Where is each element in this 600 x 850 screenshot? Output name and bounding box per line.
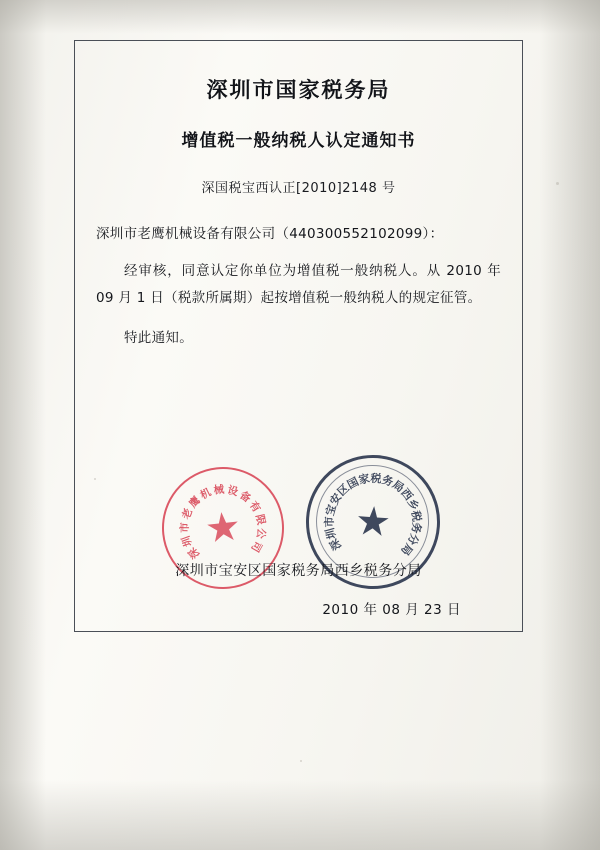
page-title: 深圳市国家税务局: [206, 78, 391, 102]
document-subtitle: 增值税一般纳税人认定通知书: [181, 131, 416, 151]
company-seal-ring-text: 深 圳 市 老 鹰 机 械 设 备 有 限 公 司: [178, 483, 268, 561]
tax-bureau-seal-ring-text: 深 圳 市 宝 安 区 国 家 税 务 局 西 乡 税 务 分 局: [322, 471, 424, 558]
issuing-authority: 深圳市宝安区国家税务局西乡税务分局: [175, 563, 422, 579]
paper-edge-shading-right: [540, 0, 600, 850]
star-icon: ★: [202, 503, 244, 553]
addressee-line: 深圳市老鹰机械设备有限公司（440300552102099）：: [96, 226, 444, 242]
paper-edge-shading-top: [0, 0, 600, 34]
issue-date: 2010 年 08 月 23 日: [322, 602, 461, 618]
scan-speck: [300, 760, 302, 762]
document-content: [74, 40, 523, 632]
document-number: 深国税宝西认正[2010]2148 号: [201, 181, 396, 196]
star-icon: ★: [353, 497, 393, 547]
body-paragraph-1: 经审核，同意认定你单位为增值税一般纳税人。从 2010 年 09 月 1 日（税款所属期）起按增值税一般纳税人的规定征管。: [96, 263, 501, 306]
body-paragraph-2: 特此通知。: [124, 330, 193, 346]
seal-area: [74, 425, 523, 565]
scan-speck: [556, 182, 559, 185]
paper-edge-shading-bottom: [0, 780, 600, 850]
paper-edge-shading-left: [0, 0, 46, 850]
